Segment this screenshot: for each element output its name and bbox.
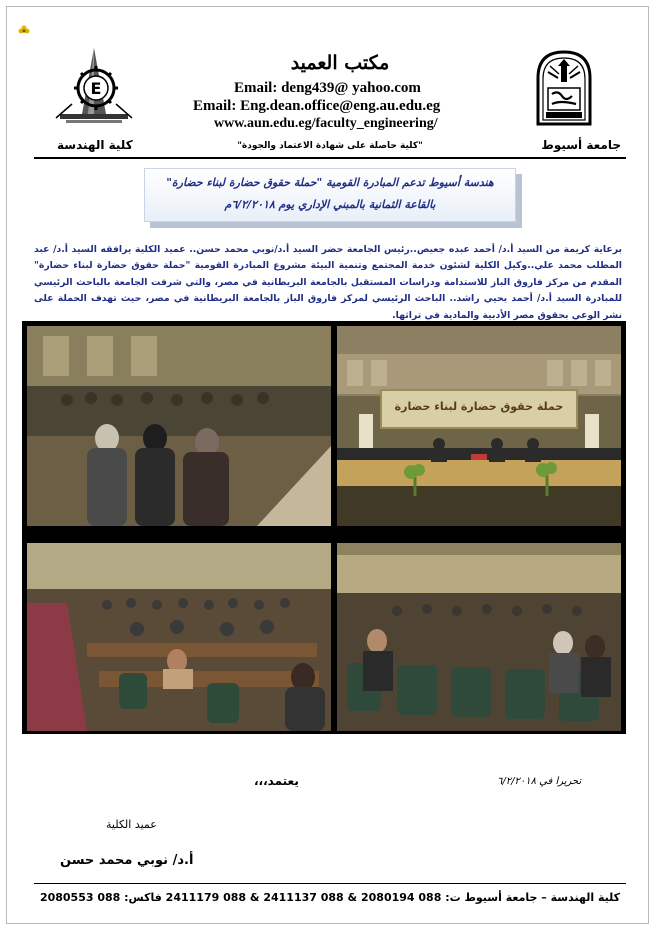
- accreditation-note: "كلية حاصلة على شهادة الاعتماد والجودة": [237, 141, 423, 151]
- signatory-name: أ.د/ نوبي محمد حسن: [60, 853, 194, 868]
- approval-closing: يعتمد،،،: [254, 774, 299, 788]
- banner-venue-date: بالقاعة الثمانية بالمبني الإداري يوم ٦/٢/٢٠١٨م: [224, 198, 436, 211]
- footer-divider: [34, 883, 626, 884]
- faculty-name: كلية الهندسة: [57, 138, 133, 152]
- email-link-primary[interactable]: Email: deng439@ yahoo.com: [234, 80, 421, 96]
- signatory-role: عميد الكلية: [106, 818, 157, 831]
- email-link-office[interactable]: Email: Eng.dean.office@eng.au.edu.eg: [193, 98, 441, 114]
- photo-stage-speakers: [337, 326, 621, 526]
- banner-headline: هندسة أسيوط تدعم المبادرة القومية "حملة حقوق حضارة لبناء حضارة": [166, 176, 494, 189]
- university-logo: [532, 48, 596, 126]
- photo-audience-women: [27, 326, 331, 526]
- news-paragraph: برعاية كريمة من السيد أ.د/ أحمد عبده جعيص..رئيس الجامعة حضر السيد أ.د/نوبي محمد حسن.. عميد الكلية يرافقه السيد أ.د/ عبد المطلب محمد علي..وكيل الكلية لشئون خدمة المجتمع وتنمية البيئة مشروع المبادرة القومية "حملة حقوق حضارة لبناء حضارة" المقدم من مركز فاروق الباز للاستدامة ودراسات المستقبل بالجامعة البريطانية في مصر، والتي شرفت الجامعة بالباحث الرئيسي للمبادرة السيد أ.د/ أحمد يحيي راشد.. الباحث الرئيسي لمركز فاروق الباز بالجامعة البريطانية في مصر، حيث تهدف الحملة على نشر الوعي بحقوق مصر الأدبية والمادية في تراثها.: [34, 244, 622, 321]
- faculty-logo: [52, 44, 136, 128]
- header-divider: [34, 157, 626, 159]
- flower-ornament-icon: [18, 25, 30, 37]
- website-link[interactable]: www.aun.edu.eg/faculty_engineering/: [214, 116, 438, 131]
- photo-audience-back: [27, 543, 331, 731]
- footer-contact: كلية الهندسة – جامعة أسيوط ت: 088 2080194 & 088 2411137 & 088 2411179 فاكس: 088 2080553: [39, 891, 620, 904]
- svg-text:E: E: [90, 79, 102, 98]
- issue-date: تحريرا في ٦/٢/٢٠١٨: [497, 776, 582, 787]
- stage-banner-text: حملة حقوق حضارة لبناء حضارة: [394, 400, 564, 413]
- university-name: جامعة أسيوط: [541, 138, 621, 152]
- photo-audience-front-rows: [337, 543, 621, 731]
- photo-grid: [22, 321, 626, 734]
- office-title: مكتب العميد: [290, 52, 390, 74]
